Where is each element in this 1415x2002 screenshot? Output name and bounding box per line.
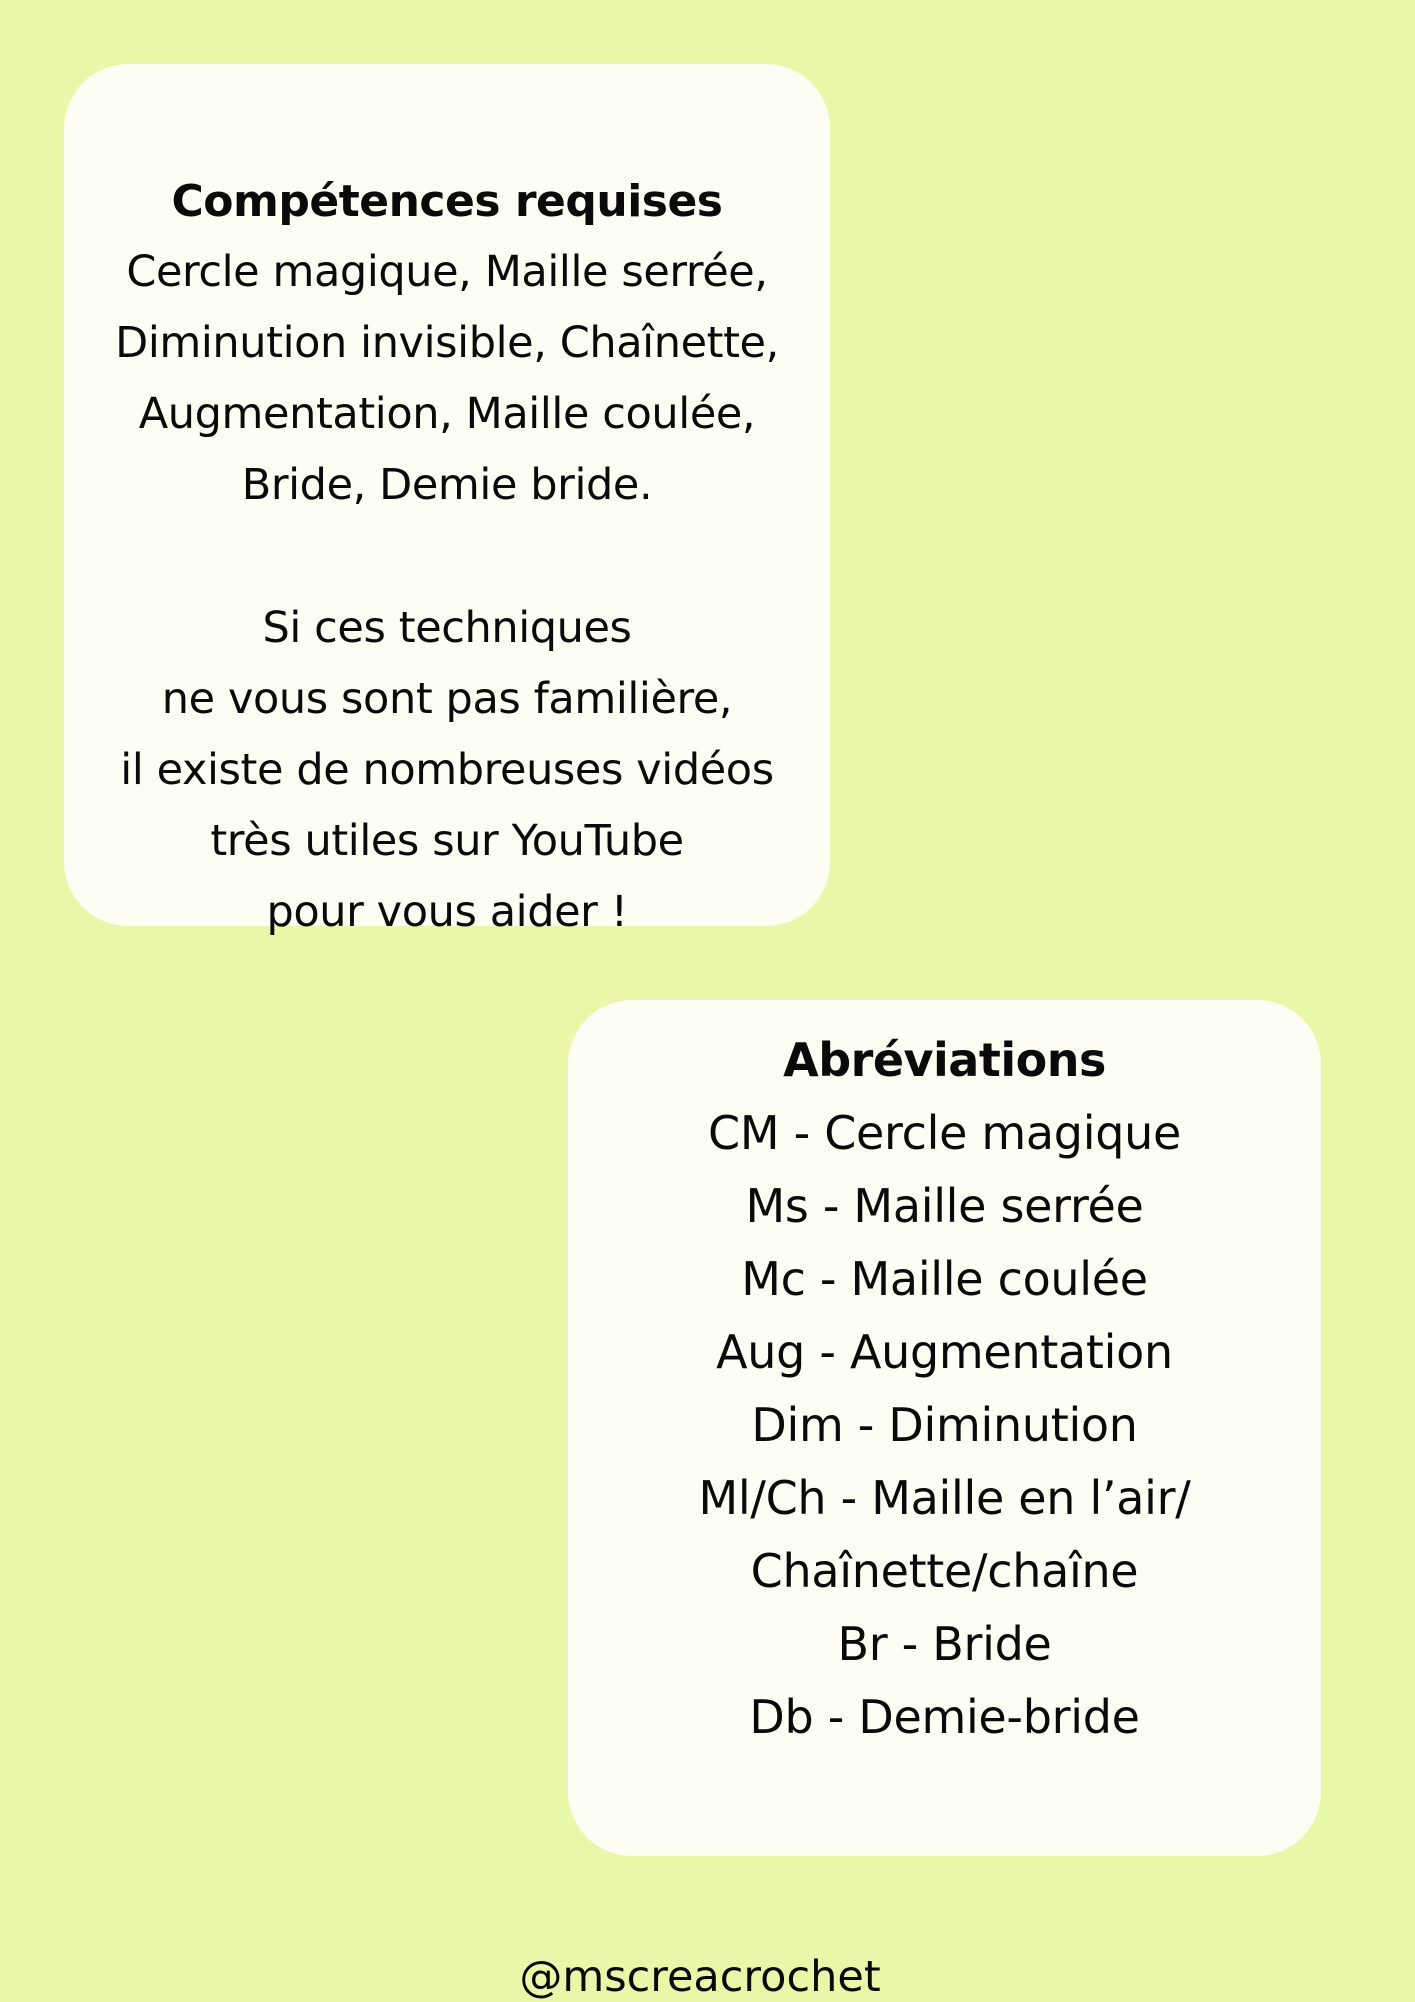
- skills-line: Cercle magique, Maille serrée,: [126, 247, 768, 297]
- abbreviations-title: Abréviations: [783, 1033, 1106, 1087]
- footer-handle: @mscreacrochet: [519, 1952, 881, 2002]
- abbreviation-item: Chaînette/chaîne: [750, 1544, 1139, 1598]
- abbreviation-item: Db - Demie-bride: [749, 1690, 1140, 1744]
- abbreviation-item: Mc - Maille coulée: [741, 1252, 1148, 1306]
- abbreviation-item: CM - Cercle magique: [708, 1106, 1181, 1160]
- skills-note-line: il existe de nombreuses vidéos: [120, 745, 774, 795]
- paragraph-gap: [64, 521, 830, 593]
- skills-card: [64, 64, 830, 937]
- skills-note-line: pour vous aider !: [266, 887, 628, 937]
- abbreviation-item: Dim - Diminution: [751, 1398, 1138, 1452]
- skills-note-line: très utiles sur YouTube: [210, 816, 684, 866]
- abbreviation-item: Ms - Maille serrée: [745, 1179, 1144, 1233]
- abbreviation-item: Aug - Augmentation: [716, 1325, 1173, 1379]
- skills-line: Diminution invisible, Chaînette,: [115, 318, 779, 368]
- abbreviation-item: Ml/Ch - Maille en l’air/: [698, 1471, 1191, 1525]
- skills-title: Compétences requises: [171, 176, 723, 227]
- abbreviations-card: [568, 1000, 1321, 1856]
- skills-note-line: Si ces techniques: [262, 603, 632, 653]
- skills-line: Augmentation, Maille coulée,: [138, 389, 756, 439]
- skills-note-line: ne vous sont pas familière,: [161, 674, 733, 724]
- abbreviation-item: Br - Bride: [837, 1617, 1052, 1671]
- skills-line: Bride, Demie bride.: [241, 460, 653, 510]
